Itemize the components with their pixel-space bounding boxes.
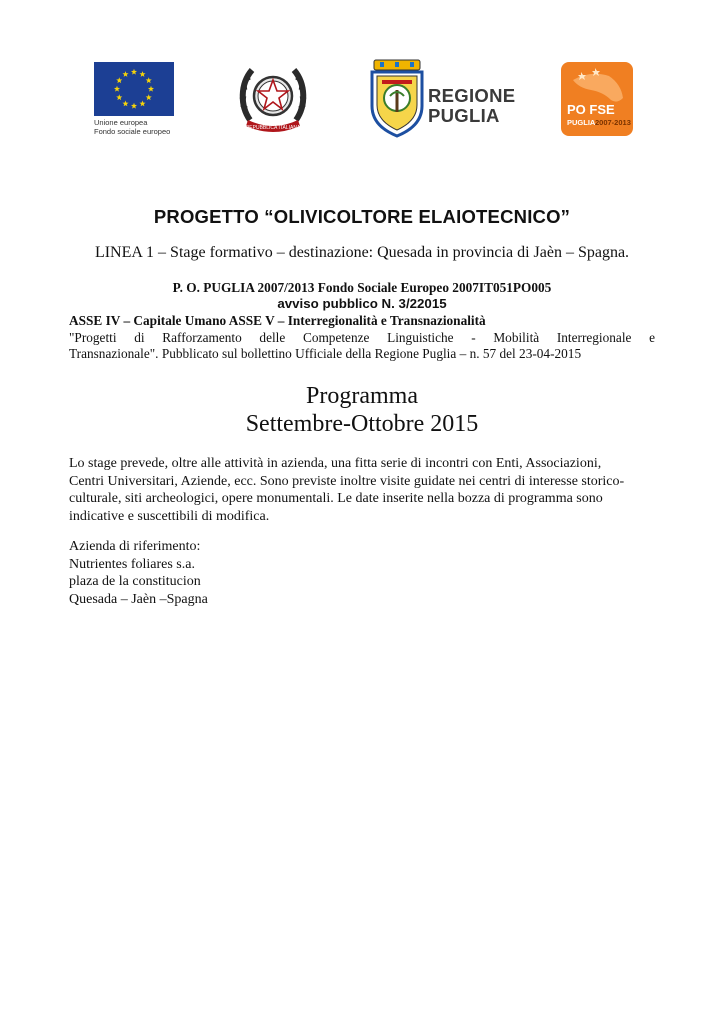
eu-star-icon <box>139 71 145 77</box>
po-puglia-line: P. O. PUGLIA 2007/2013 Fondo Sociale Europeo 2007IT051PO005 <box>172 280 552 295</box>
pofse-line1: PO FSE <box>567 102 615 117</box>
progetti-paragraph <box>69 330 655 362</box>
regione-puglia-wordmark <box>428 86 515 126</box>
project-title: PROGETTO “OLIVICOLTORE ELAIOTECNICO” <box>153 206 571 227</box>
eu-flag-icon <box>94 62 174 116</box>
eu-caption <box>94 119 214 136</box>
regione-puglia-crest-icon <box>368 58 426 138</box>
svg-text:REPUBBLICA ITALIANA: REPUBBLICA ITALIANA <box>245 125 301 131</box>
intro-line: culturale, siti archeologici, opere monumentali. Le date inserite nella bozza di programma sono <box>69 491 603 506</box>
pofse-line2a: PUGLIA <box>567 118 596 127</box>
azienda-block <box>69 538 208 608</box>
intro-line: indicative e suscettibili di modifica. <box>69 508 270 524</box>
progetti-line2: Transnazionale". Pubblicato sul bollettino Ufficiale della Regione Puglia – n. 57 del 23-04-2015 <box>69 346 582 361</box>
regione-line1: REGIONE <box>428 85 516 106</box>
regione-line2: PUGLIA <box>428 105 500 126</box>
intro-line: Lo stage prevede, oltre alle attività in azienda, una fitta serie di incontri con Enti, Associazioni, <box>69 456 602 471</box>
programma-heading <box>0 382 724 438</box>
programma-line2: Settembre-Ottobre 2015 <box>245 411 479 437</box>
intro-paragraph <box>69 455 659 525</box>
eu-star-icon <box>122 71 128 77</box>
eu-caption-line1: Unione europea <box>94 118 148 127</box>
linea-subtitle: LINEA 1 – Stage formativo – destinazione: Quesada in provincia di Jaèn – Spagna. <box>94 244 630 261</box>
pofse-line2b: 2007-2013 <box>595 118 631 127</box>
intro-line: Centri Universitari, Aziende, ecc. Sono previste inoltre visite guidate nei centri di interesse storico- <box>69 473 625 489</box>
eu-star-icon <box>131 69 137 75</box>
azienda-line: Quesada – Jaèn –Spagna <box>69 591 208 607</box>
azienda-line: plaza de la constitucion <box>69 574 201 589</box>
eu-star-icon <box>131 103 137 109</box>
eu-star-icon <box>146 94 152 100</box>
eu-star-icon <box>116 94 122 100</box>
azienda-line: Nutrientes foliares s.a. <box>69 556 195 572</box>
eu-star-icon <box>116 77 122 83</box>
avviso-line: avviso pubblico N. 3/22015 <box>277 296 447 311</box>
asse-line: ASSE IV – Capitale Umano ASSE V – Interregionalità e Transnazionalità <box>69 313 486 328</box>
eu-star-icon <box>146 77 152 83</box>
azienda-line: Azienda di riferimento: <box>69 539 201 554</box>
programma-line1: Programma <box>306 383 418 409</box>
eu-star-icon <box>114 86 120 92</box>
eu-star-icon <box>139 101 145 107</box>
progetti-line1: "Progetti di Rafforzamento delle Competenze Linguistiche - Mobilità Interregionale e <box>69 330 655 345</box>
eu-star-icon <box>148 86 154 92</box>
eu-caption-line2: Fondo sociale europeo <box>94 126 171 136</box>
italian-republic-emblem-icon <box>238 58 308 136</box>
eu-star-icon <box>122 101 128 107</box>
po-fse-puglia-logo-icon <box>561 62 633 136</box>
